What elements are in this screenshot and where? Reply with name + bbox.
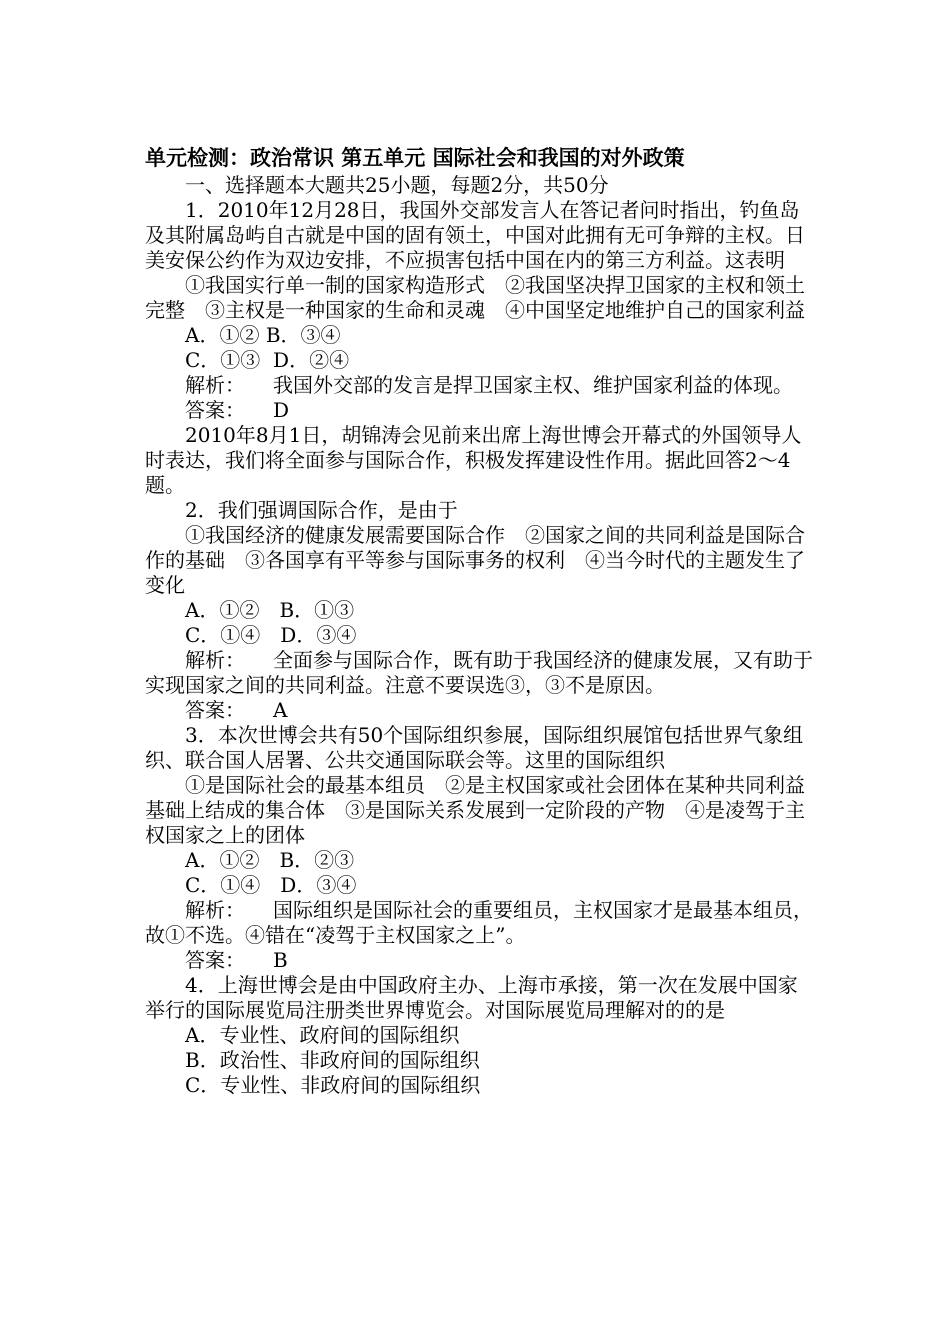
question-3-answer (145, 948, 815, 973)
question-3-analysis-text: 国际组织是国际社会的重要组员，主权国家才是最基本组员，故①不选。④错在“凌驾于主权国家之上”。 (145, 898, 813, 947)
question-3-analysis (145, 898, 815, 948)
question-2-answer-value: A (273, 698, 288, 722)
question-1-options-row-1 (145, 323, 815, 348)
question-1-analysis-text: 我国外交部的发言是捍卫国家主权、维护国家利益的体现。 (273, 373, 793, 397)
question-1-answer (145, 398, 815, 423)
question-3-stem: 3．本次世博会共有50个国际组织参展，国际组织展馆包括世界气象组织、联合国人居署、公共交通国际联会等。这里的国际组织 (145, 723, 804, 772)
question-4-option-a: A．专业性、政府间的国际组织 (185, 1023, 460, 1047)
question-2-options-cd: C．①④ D．③④ (185, 623, 357, 647)
analysis-label: 解析： (185, 898, 245, 922)
question-3-items: ①是国际社会的最基本组员 ②是主权国家或社会团体在某种共同利益基础上结成的集合体 ③是国际关系发展到一定阶段的产物 ④是凌驾于主权国家之上的团体 (145, 773, 805, 847)
question-2-options-ab: A．①② B．①③ (185, 598, 355, 622)
question-4-option-b: B．政治性、非政府间的国际组织 (185, 1048, 480, 1072)
document-title: 单元检测：政治常识 第五单元 国际社会和我国的对外政策 (145, 146, 685, 170)
question-1-option-a: A．①② (185, 323, 260, 347)
question-2-items: ①我国经济的健康发展需要国际合作 ②国家之间的共同利益是国际合作的基础 ③各国享有平等参与国际事务的权利 ④当今时代的主题发生了变化 (145, 523, 805, 597)
question-3-answer-value: B (273, 948, 288, 972)
question-3-options-cd: C．①④ D．③④ (185, 873, 357, 897)
question-2-answer (145, 698, 815, 723)
analysis-label: 解析： (185, 648, 245, 672)
question-2-analysis-text: 全面参与国际合作，既有助于我国经济的健康发展，又有助于实现国家之间的共同利益。注意不要误选③，③不是原因。 (145, 648, 813, 697)
question-2-stem: 2．我们强调国际合作，是由于 (185, 498, 458, 522)
shared-material: 2010年8月1日，胡锦涛会见前来出席上海世博会开幕式的外国领导人时表达，我们将全面参与国际合作，积极发挥建设性作用。据此回答2～4题。 (145, 423, 802, 497)
question-1-answer-value: D (273, 398, 290, 422)
question-3-options-ab: A．①② B．②③ (185, 848, 355, 872)
question-1-items: ①我国实行单一制的国家构造形式 ②我国坚决捍卫国家的主权和领土完整 ③主权是一种国家的生命和灵魂 ④中国坚定地维护自己的国家利益 (145, 273, 805, 322)
question-1-option-d: D．②④ (273, 348, 350, 372)
answer-label: 答案： (185, 398, 245, 422)
question-1-options-row-2 (145, 348, 815, 373)
document-page (145, 143, 815, 1098)
question-2-analysis (145, 648, 815, 698)
question-4-option-c: C．专业性、非政府间的国际组织 (185, 1073, 481, 1097)
question-1-option-c: C．①③ (185, 348, 261, 372)
answer-label: 答案： (185, 698, 245, 722)
question-1-option-b: B．③④ (265, 323, 341, 347)
question-1-stem: 1．2010年12月28日，我国外交部发言人在答记者问时指出，钓鱼岛及其附属岛屿自古就是中国的固有领土，中国对此拥有无可争辩的主权。日美安保公约作为双边安排，不应损害包括中国在内的第三方利益。这表明 (145, 198, 805, 272)
analysis-label: 解析： (185, 373, 245, 397)
answer-label: 答案： (185, 948, 245, 972)
section-heading: 一、选择题本大题共25小题，每题2分，共50分 (185, 173, 609, 197)
question-1-analysis (145, 373, 815, 398)
question-4-stem: 4．上海世博会是由中国政府主办、上海市承接，第一次在发展中国家举行的国际展览局注册类世界博览会。对国际展览局理解对的的是 (145, 973, 798, 1022)
